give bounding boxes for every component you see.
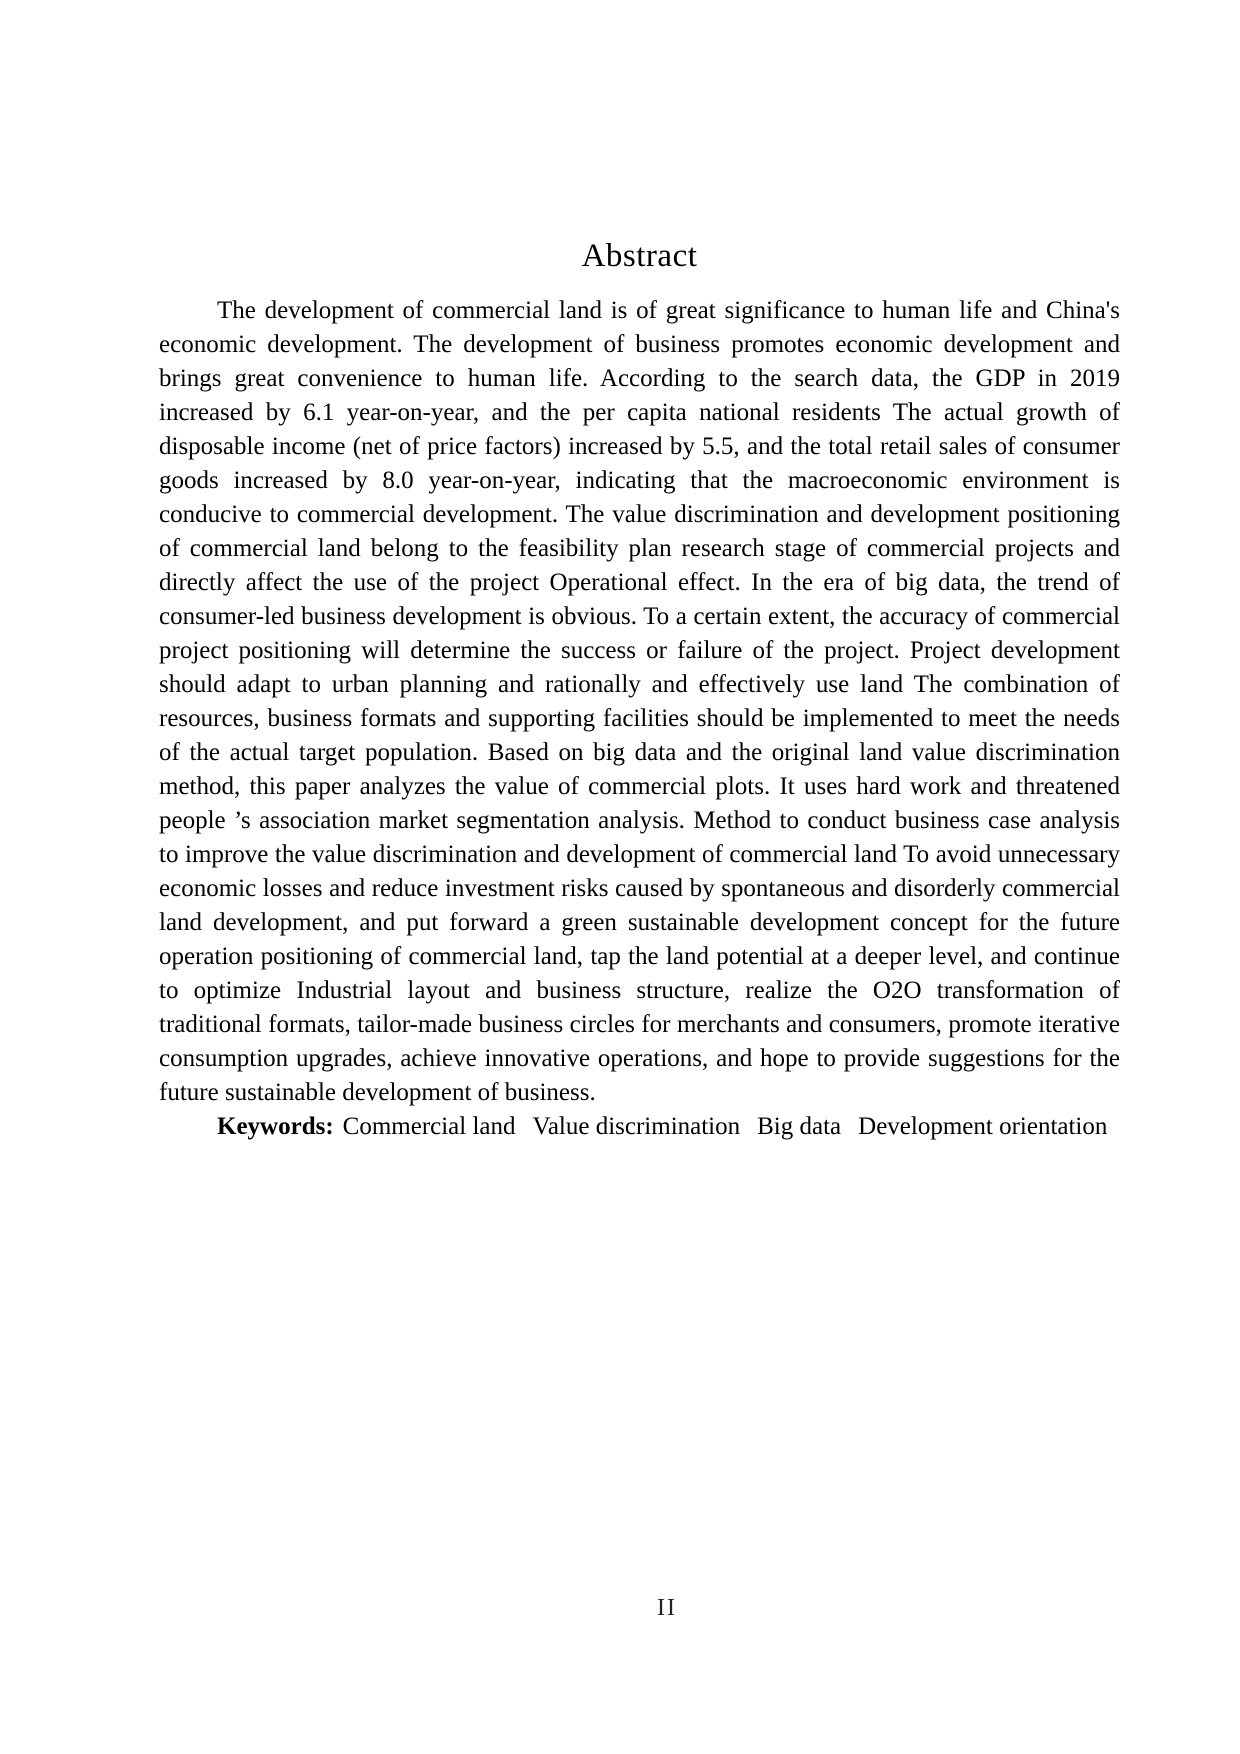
- keywords-label: Keywords:: [217, 1113, 334, 1140]
- keyword-item-development-orientation: Development orientation: [858, 1113, 1108, 1140]
- keyword-item-big-data: Big data: [757, 1113, 842, 1140]
- keywords-line: [159, 1110, 1120, 1144]
- keyword-item-commercial-land: Commercial land: [342, 1113, 516, 1140]
- page-title: Abstract: [581, 238, 698, 274]
- page-number: II: [657, 1595, 677, 1621]
- keyword-item-value-discrimination: Value discrimination: [532, 1113, 741, 1140]
- abstract-paragraph: The development of commercial land is of great significance to human life and China's economic development. The development of business promotes economic development and brings great convenience to human life. According to the search data, the GDP in 2019 increased by 6.1 year-on-year, and the per capita national residents The actual growth of disposable income (net of price factors) increased by 5.5, and the total retail sales of consumer goods increased by 8.0 year-on-year, indicating that the macroeconomic environment is conducive to commercial development. The value discrimination and development positioning of commercial land belong to the feasibility plan research stage of commercial projects and directly affect the use of the project Operational effect. In the era of big data, the trend of consumer-led business development is obvious. To a certain extent, the accuracy of commercial project positioning will determine the success or failure of the project. Project development should adapt to urban planning and rationally and effectively use land The combination of resources, business formats and supporting facilities should be implemented to meet the needs of the actual target population. Based on big data and the original land value discrimination method, this paper analyzes the value of commercial plots. It uses hard work and threatened people ’s association market segmentation analysis. Method to conduct business case analysis to improve the value discrimination and development of commercial land To avoid unnecessary economic losses and reduce investment risks caused by spontaneous and disorderly commercial land development, and put forward a green sustainable development concept for the future operation positioning of commercial land, tap the land potential at a deeper level, and continue to optimize Industrial layout and business structure, realize the O2O transformation of traditional formats, tailor-made business circles for merchants and consumers, promote iterative consumption upgrades, achieve innovative operations, and hope to provide suggestions for the future sustainable development of business.: [159, 297, 1120, 1106]
- page-content: [159, 236, 1120, 1144]
